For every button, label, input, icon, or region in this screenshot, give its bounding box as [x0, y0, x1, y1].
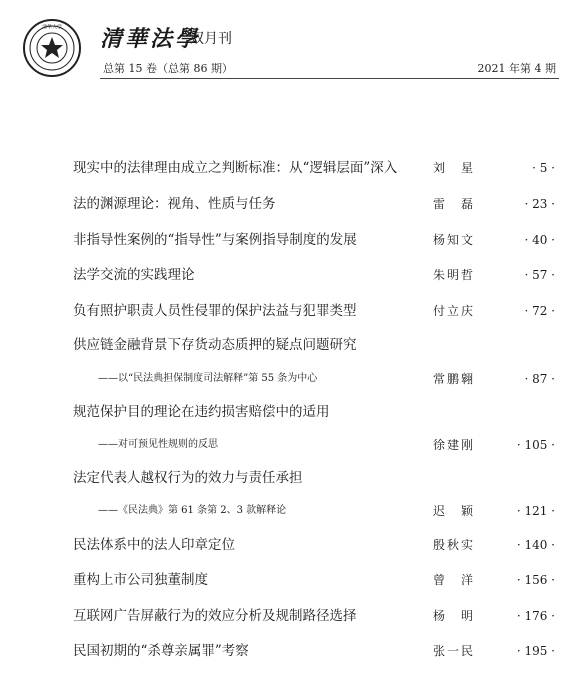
toc-entry[interactable]	[0, 569, 587, 591]
article-author: 张一民	[433, 644, 476, 658]
article-title: 民法体系中的法人印章定位	[73, 537, 235, 553]
toc-entry-subtitle-row[interactable]	[0, 434, 587, 456]
article-title: 规范保护目的理论在违约损害赔偿中的适用	[73, 404, 330, 420]
article-page: · 57 ·	[524, 268, 555, 282]
article-title: 法学交流的实践理论	[73, 267, 195, 283]
toc-entry[interactable]	[0, 157, 587, 179]
article-subtitle: ——以“民法典担保制度司法解释”第 55 条为中心	[98, 373, 318, 384]
seal-text: 清华大学	[41, 24, 63, 31]
toc-entry[interactable]	[0, 534, 587, 556]
article-page: · 23 ·	[524, 197, 555, 211]
article-subtitle: ——《民法典》第 61 条第 2、3 款解释论	[98, 505, 287, 516]
article-title: 非指导性案例的“指导性”与案例指导制度的发展	[73, 232, 357, 248]
publication-frequency: 双月刊	[190, 31, 232, 47]
article-author: 迟 颖	[433, 504, 476, 518]
article-subtitle: ——对可预见性规则的反思	[98, 439, 218, 450]
toc-entry[interactable]	[0, 334, 587, 356]
toc-entry[interactable]	[0, 264, 587, 286]
article-author: 曾 洋	[433, 573, 476, 587]
toc-entry[interactable]	[0, 193, 587, 215]
toc-entry-subtitle-row[interactable]	[0, 368, 587, 390]
toc-entry[interactable]	[0, 401, 587, 423]
article-title: 互联网广告屏蔽行为的效应分析及规制路径选择	[73, 608, 357, 624]
article-title: 供应链金融背景下存货动态质押的疑点问题研究	[73, 337, 357, 353]
article-page: · 105 ·	[516, 438, 555, 452]
article-title: 民国初期的“杀尊亲属罪”考察	[73, 643, 249, 659]
toc-entry[interactable]	[0, 467, 587, 489]
article-author: 徐建刚	[433, 438, 476, 452]
article-page: · 5 ·	[532, 161, 555, 175]
article-page: · 72 ·	[524, 304, 555, 318]
article-author: 杨 明	[433, 609, 476, 623]
article-page: · 176 ·	[516, 609, 555, 623]
article-author: 常鹏翱	[433, 372, 476, 386]
article-author: 朱明哲	[433, 268, 476, 282]
article-title: 现实中的法律理由成立之判断标准：从“逻辑层面”深入	[73, 160, 398, 176]
toc-entry[interactable]	[0, 605, 587, 627]
toc-entry[interactable]	[0, 300, 587, 322]
journal-name: 清華法學	[100, 26, 201, 52]
issue-number: 2021 年第 4 期	[477, 62, 556, 75]
toc-entry-subtitle-row[interactable]	[0, 500, 587, 522]
article-author: 殷秋实	[433, 538, 476, 552]
article-title: 负有照护职责人员性侵罪的保护法益与犯罪类型	[73, 303, 357, 319]
article-author: 刘 星	[433, 161, 476, 175]
article-author: 杨知文	[433, 233, 476, 247]
article-page: · 87 ·	[524, 372, 555, 386]
article-title: 法定代表人越权行为的效力与责任承担	[73, 470, 303, 486]
volume-number: 总第 15 卷（总第 86 期）	[103, 62, 233, 75]
article-title: 重构上市公司独董制度	[73, 572, 208, 588]
toc-entry[interactable]	[0, 229, 587, 251]
article-page: · 156 ·	[516, 573, 555, 587]
article-author: 付立庆	[433, 304, 476, 318]
article-page: · 195 ·	[516, 644, 555, 658]
toc-entry[interactable]	[0, 640, 587, 662]
article-page: · 121 ·	[516, 504, 555, 518]
article-title: 法的渊源理论：视角、性质与任务	[73, 196, 276, 212]
article-page: · 40 ·	[524, 233, 555, 247]
article-page: · 140 ·	[516, 538, 555, 552]
article-author: 雷 磊	[433, 197, 476, 211]
